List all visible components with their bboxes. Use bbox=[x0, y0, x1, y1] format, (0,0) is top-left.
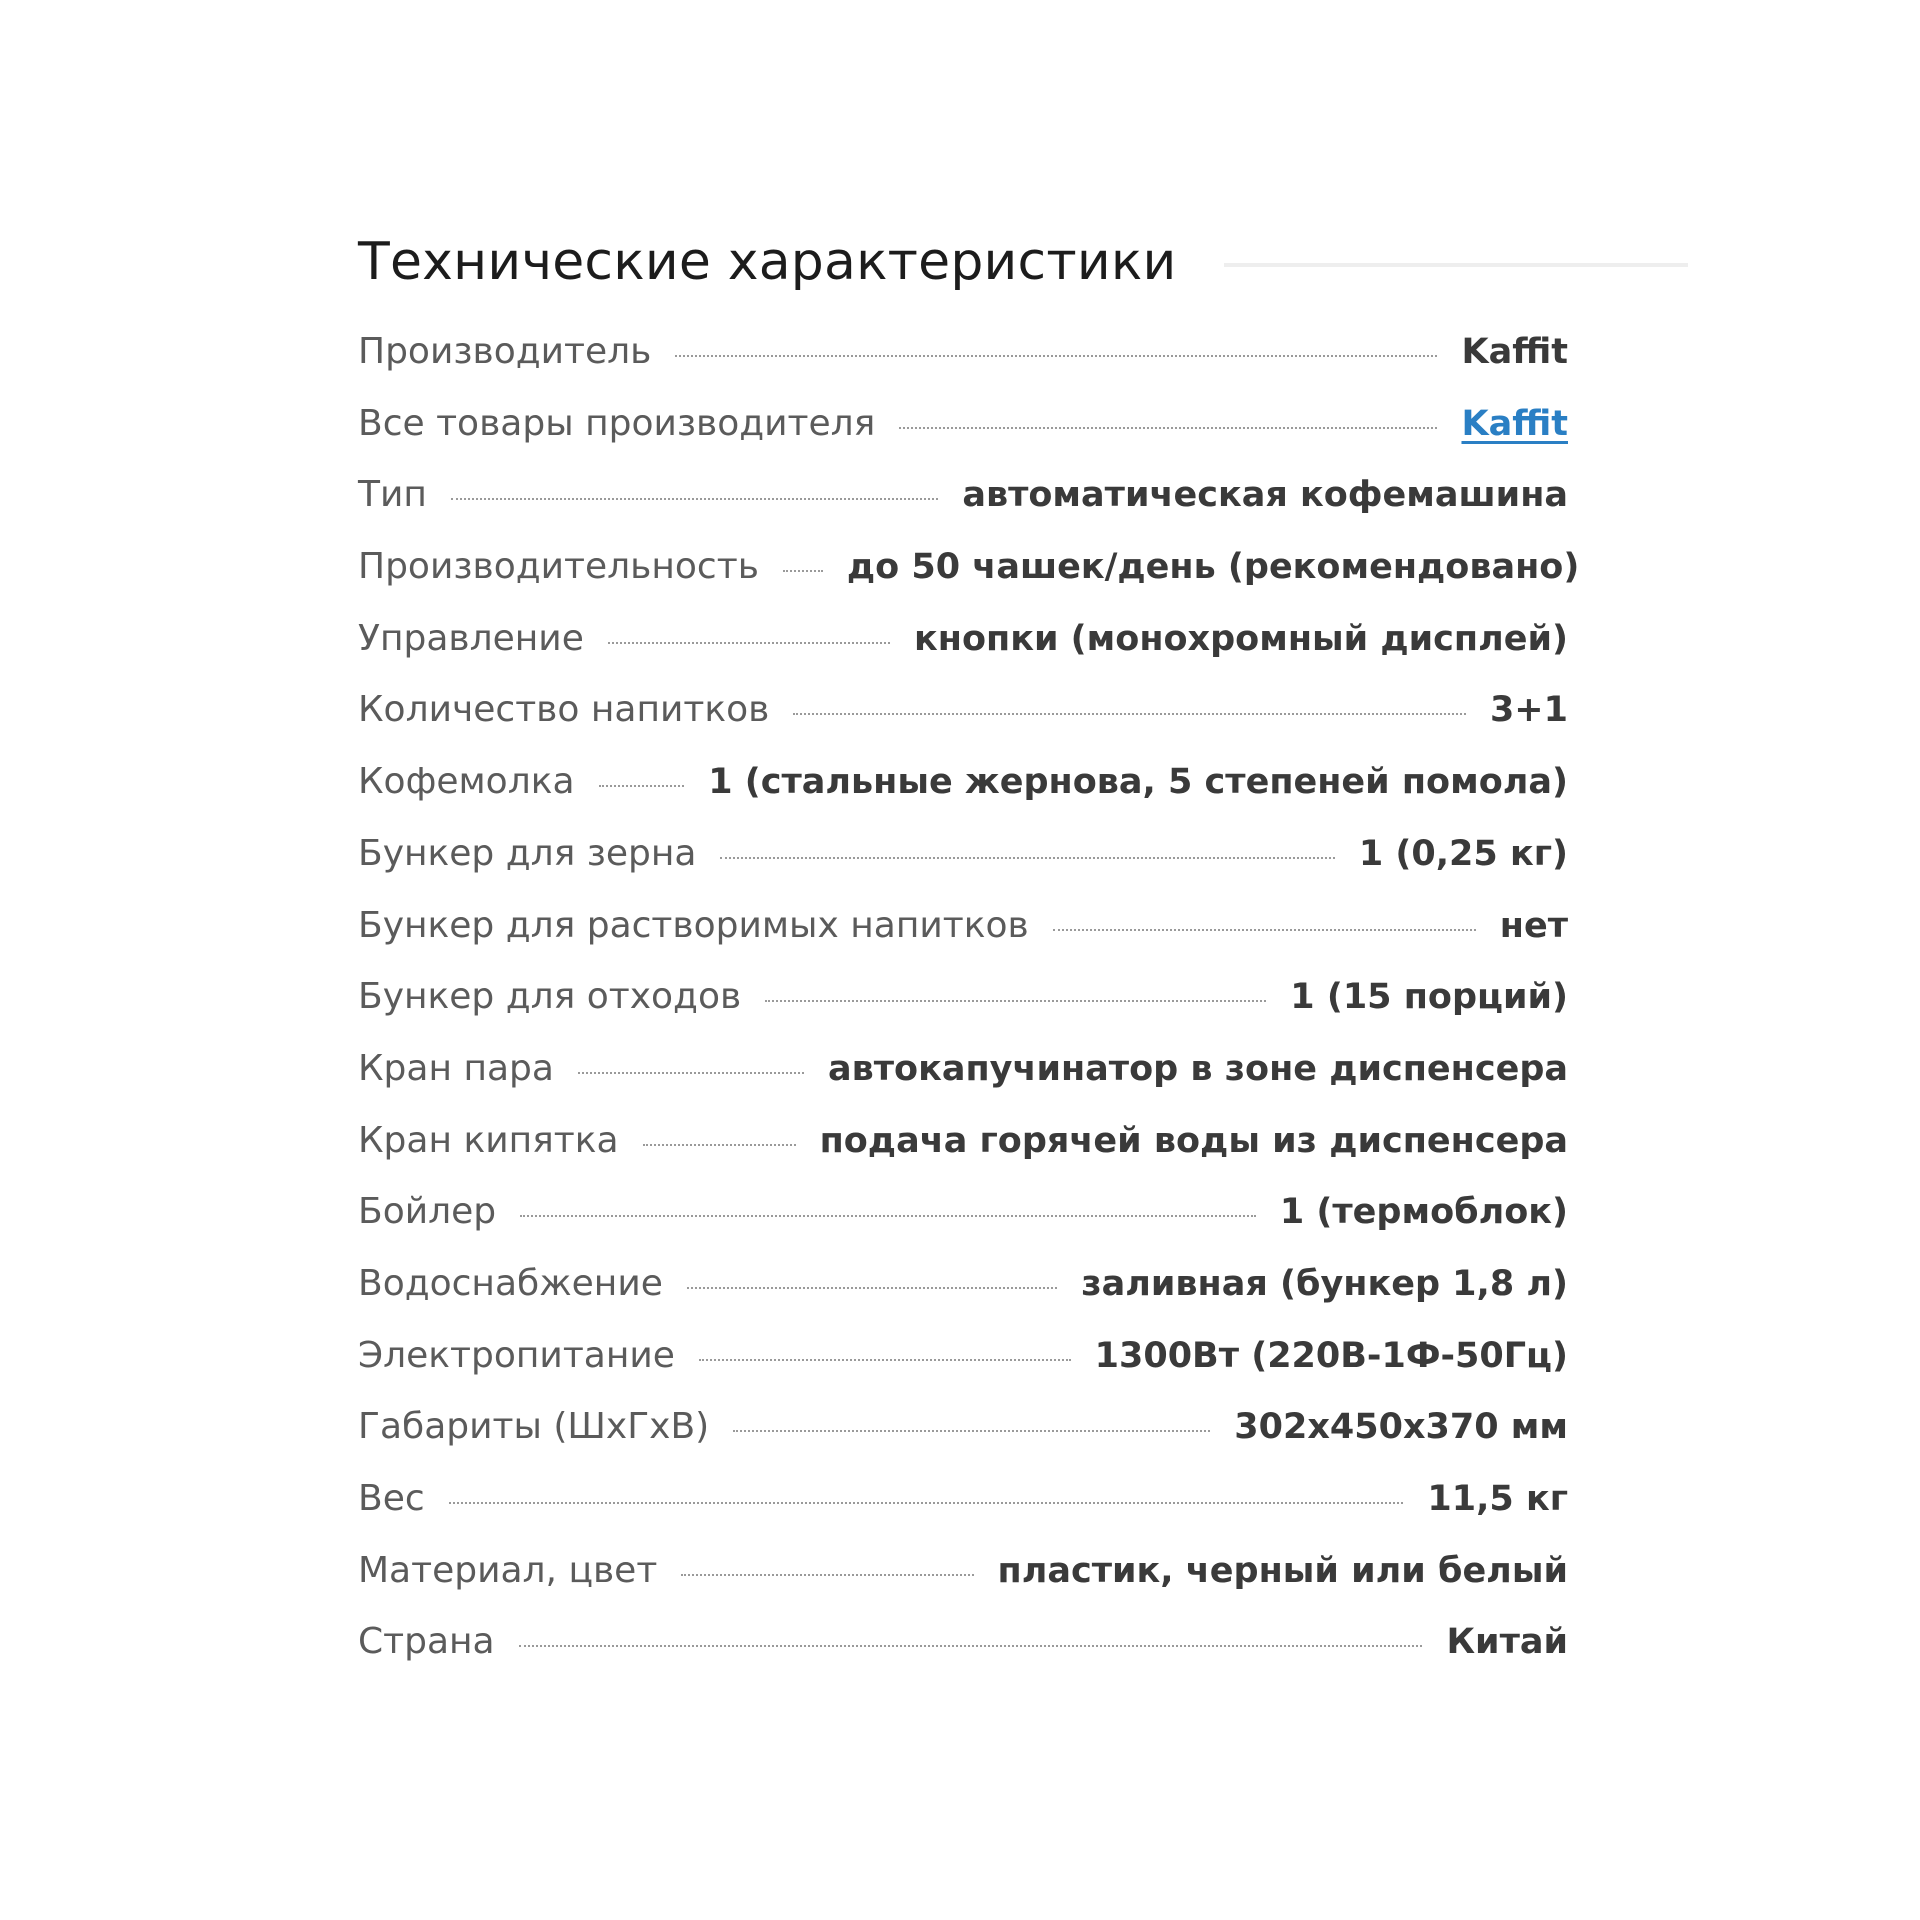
spec-value: 3+1 bbox=[1489, 690, 1568, 731]
dotted-leader bbox=[519, 1645, 1423, 1647]
spec-value: автокапучинатор в зоне диспенсера bbox=[827, 1048, 1568, 1089]
spec-value: кнопки (монохромный дисплей) bbox=[914, 618, 1568, 659]
dotted-leader bbox=[899, 427, 1437, 429]
dotted-leader bbox=[681, 1574, 973, 1576]
page-title: Технические характеристики bbox=[358, 232, 1177, 292]
spec-label: Кофемолка bbox=[358, 761, 575, 803]
spec-label: Бойлер bbox=[358, 1191, 497, 1233]
spec-row-bean-hopper bbox=[358, 818, 1568, 890]
spec-label: Производительность bbox=[358, 546, 759, 588]
dotted-leader bbox=[793, 713, 1466, 715]
dotted-leader bbox=[449, 1502, 1404, 1504]
dotted-leader bbox=[699, 1359, 1071, 1361]
spec-row-grinder bbox=[358, 746, 1568, 818]
spec-value: до 50 чашек/день (рекомендовано) bbox=[846, 547, 1580, 588]
spec-row-instant-hopper bbox=[358, 890, 1568, 962]
dotted-leader bbox=[733, 1430, 1210, 1432]
dotted-leader bbox=[675, 355, 1437, 357]
dotted-leader bbox=[720, 857, 1334, 859]
spec-label: Кран пара bbox=[358, 1047, 554, 1089]
spec-row-dimensions bbox=[358, 1391, 1568, 1463]
dotted-leader bbox=[783, 570, 823, 572]
spec-row-waste-bin bbox=[358, 961, 1568, 1033]
spec-value: 302х450х370 мм bbox=[1234, 1407, 1568, 1448]
spec-label: Кран кипятка bbox=[358, 1119, 619, 1161]
spec-row-manufacturer bbox=[358, 316, 1568, 388]
specs-section bbox=[358, 222, 1688, 1678]
spec-row-steam-tap bbox=[358, 1033, 1568, 1105]
spec-row-hot-water-tap bbox=[358, 1105, 1568, 1177]
spec-label: Производитель bbox=[358, 331, 652, 372]
spec-value: Kaffit bbox=[1461, 332, 1568, 372]
spec-label: Количество напитков bbox=[358, 689, 770, 731]
spec-value: 1 (стальные жернова, 5 степеней помола) bbox=[708, 762, 1568, 803]
spec-row-drinks-count bbox=[358, 674, 1568, 746]
spec-row-weight bbox=[358, 1463, 1568, 1535]
spec-row-boiler bbox=[358, 1176, 1568, 1248]
spec-value: автоматическая кофемашина bbox=[962, 475, 1568, 516]
spec-label: Бункер для отходов bbox=[358, 976, 742, 1018]
dotted-leader bbox=[643, 1144, 796, 1146]
dotted-leader bbox=[765, 1000, 1266, 1002]
dotted-leader bbox=[608, 642, 890, 644]
spec-value: 11,5 кг bbox=[1427, 1479, 1568, 1519]
spec-row-control bbox=[358, 603, 1568, 675]
spec-label: Вес bbox=[358, 1478, 425, 1519]
spec-row-power bbox=[358, 1320, 1568, 1392]
spec-label: Все товары производителя bbox=[358, 402, 876, 444]
dotted-leader bbox=[1053, 929, 1476, 931]
spec-label: Тип bbox=[358, 474, 427, 516]
spec-value: подача горячей воды из диспенсера bbox=[819, 1120, 1568, 1161]
dotted-leader bbox=[599, 785, 685, 787]
manufacturer-link[interactable]: Kaffit bbox=[1461, 403, 1568, 444]
spec-row-water-supply bbox=[358, 1248, 1568, 1320]
spec-label: Материал, цвет bbox=[358, 1549, 658, 1591]
spec-label: Электропитание bbox=[358, 1334, 675, 1376]
spec-label: Водоснабжение bbox=[358, 1262, 663, 1304]
spec-value: пластик, черный или белый bbox=[997, 1550, 1568, 1591]
spec-label: Бункер для растворимых напитков bbox=[358, 904, 1029, 946]
spec-label: Управление bbox=[358, 617, 584, 659]
spec-value: 1 (15 порций) bbox=[1290, 977, 1568, 1018]
title-divider bbox=[1224, 263, 1688, 267]
spec-value: 1 (термоблок) bbox=[1279, 1192, 1568, 1233]
spec-row-material bbox=[358, 1535, 1568, 1607]
spec-row-performance bbox=[358, 531, 1580, 603]
spec-value: 1300Вт (220В-1Ф-50Гц) bbox=[1094, 1335, 1568, 1376]
spec-value: заливная (бункер 1,8 л) bbox=[1081, 1263, 1568, 1304]
dotted-leader bbox=[687, 1287, 1057, 1289]
specs-header bbox=[358, 222, 1688, 302]
spec-label: Бункер для зерна bbox=[358, 832, 697, 874]
dotted-leader bbox=[520, 1215, 1256, 1217]
spec-value: нет bbox=[1499, 905, 1568, 946]
spec-row-all-products bbox=[358, 388, 1568, 460]
dotted-leader bbox=[451, 498, 938, 500]
spec-row-country bbox=[358, 1606, 1568, 1678]
spec-list bbox=[358, 316, 1580, 1678]
spec-value: Китай bbox=[1446, 1622, 1568, 1663]
spec-row-type bbox=[358, 459, 1568, 531]
spec-label: Страна bbox=[358, 1621, 495, 1663]
dotted-leader bbox=[578, 1072, 804, 1074]
spec-value: 1 (0,25 кг) bbox=[1358, 833, 1568, 874]
spec-label: Габариты (ШхГхВ) bbox=[358, 1406, 710, 1448]
